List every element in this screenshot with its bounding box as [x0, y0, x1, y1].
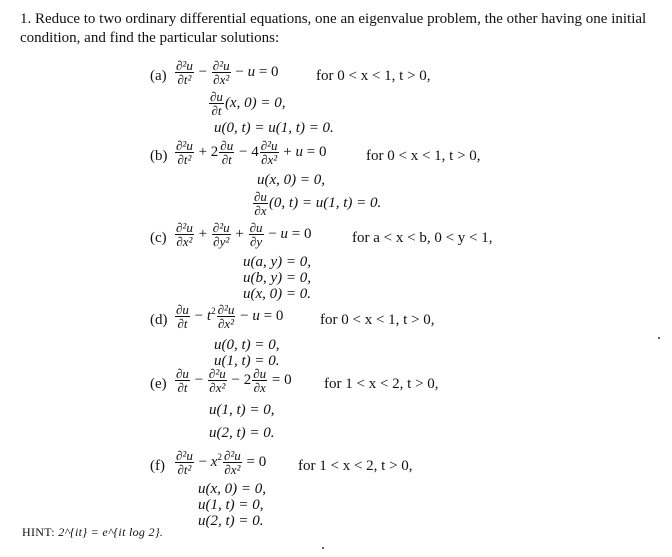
part-c-equation: $\frac{\text{∂²u}}{\text{∂x²}}$ + $\frac{\text{∂²u}}{\text{∂y²}}$ + $\frac{\partial u}{\partial y}$ − u = 0: [176, 220, 312, 249]
part-a-cond2: u(0, t) = u(1, t) = 0.: [214, 120, 334, 136]
hint-text: 2^{it} = e^{it log 2}.: [58, 525, 164, 539]
part-d-equation: $\frac{\partial u}{\partial t}$ − $t^2$ $\frac{\text{∂²u}}{\text{∂x²}}$ − u = 0: [176, 302, 284, 331]
part-e-domain: for 1 < x < 2, t > 0,: [324, 376, 439, 392]
part-e-label: (e): [150, 376, 167, 392]
part-b-domain: for 0 < x < 1, t > 0,: [366, 148, 481, 164]
part-f-label: (f): [150, 458, 165, 474]
part-f-cond3: u(2, t) = 0.: [198, 513, 264, 529]
part-a-equation: $\frac{\text{∂²u}}{\text{∂t²}}$ − $\frac{\text{∂²u}}{\text{∂x²}}$ − u = 0: [176, 58, 279, 87]
frac-d2u-dx2: $\frac{\text{∂²u}}{\text{∂x²}}$: [212, 58, 230, 87]
frac-du-dt: $\frac{\partial u}{\partial t}$: [210, 89, 223, 118]
part-f-cond2: u(1, t) = 0,: [198, 497, 264, 513]
print-speck: [658, 337, 660, 339]
part-c-cond3: u(x, 0) = 0.: [243, 286, 312, 302]
part-b-cond2: $\frac{\partial u}{\partial x}$ (0, t) = u(1, t) = 0.: [254, 189, 382, 218]
part-d-cond1: u(0, t) = 0,: [214, 337, 280, 353]
part-c-cond2: u(b, y) = 0,: [243, 270, 312, 286]
part-b-cond1: u(x, 0) = 0,: [257, 172, 326, 188]
part-c-cond1: u(a, y) = 0,: [243, 254, 312, 270]
part-a-label: (a): [150, 68, 167, 84]
part-f-domain: for 1 < x < 2, t > 0,: [298, 458, 413, 474]
frac-d2u-dt2: $\frac{\text{∂²u}}{\text{∂t²}}$: [176, 58, 193, 87]
hint-label: HINT:: [22, 525, 55, 539]
print-speck: [322, 547, 324, 549]
part-b-equation: $\frac{\text{∂²u}}{\text{∂t²}}$ + 2 $\frac{\partial u}{\partial t}$ − 4 $\frac{\text{∂²u}}{\text{∂x²}}$ + u = 0: [176, 138, 327, 167]
part-c-domain: for a < x < b, 0 < y < 1,: [352, 230, 493, 246]
part-e-cond2: u(2, t) = 0.: [209, 425, 275, 441]
part-f-equation: $\frac{\text{∂²u}}{\text{∂t²}}$ − $x^2$ $\frac{\text{∂²u}}{\text{∂x²}}$ = 0: [176, 448, 267, 477]
part-d-domain: for 0 < x < 1, t > 0,: [320, 312, 435, 328]
part-e-equation: $\frac{\partial u}{\partial t}$ − $\frac{\text{∂²u}}{\text{∂x²}}$ − 2 $\frac{\partial u}{\partial x}$ = 0: [176, 366, 292, 395]
part-d-cond2: u(1, t) = 0.: [214, 353, 280, 369]
part-d-label: (d): [150, 312, 168, 328]
problem-number: 1.: [20, 11, 32, 27]
problem-statement: [20, 10, 660, 48]
part-a-cond1: $\frac{\partial u}{\partial t}$ (x, 0) = 0,: [210, 89, 286, 118]
problem-text: Reduce to two ordinary differential equations, one an eigenvalue problem, the other having one initial condition, and find the particular solutions:: [20, 11, 647, 46]
part-f-cond1: u(x, 0) = 0,: [198, 481, 267, 497]
part-c-label: (c): [150, 230, 167, 246]
part-b-label: (b): [150, 148, 168, 164]
part-a-domain: for 0 < x < 1, t > 0,: [316, 68, 431, 84]
hint: [22, 525, 163, 540]
part-e-cond1: u(1, t) = 0,: [209, 402, 275, 418]
